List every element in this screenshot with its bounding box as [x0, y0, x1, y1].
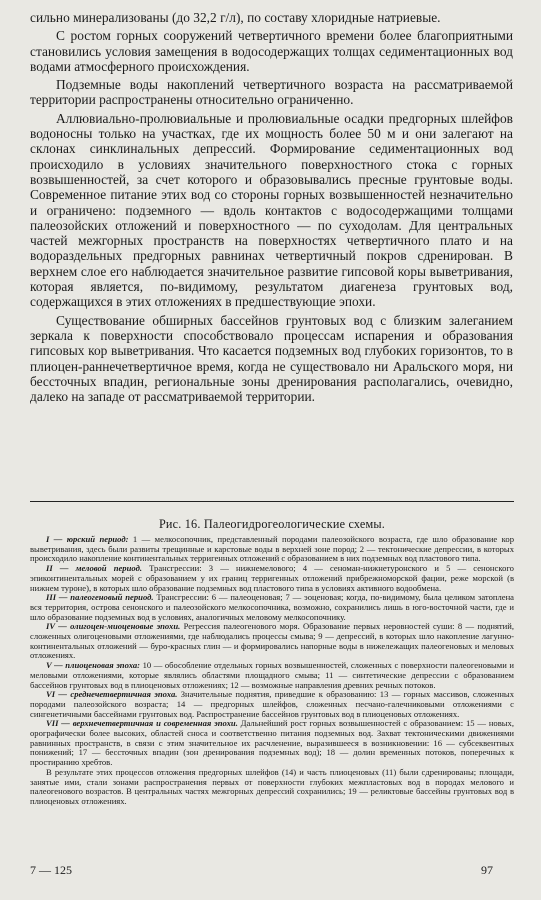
caption-item-3: [30, 593, 514, 622]
caption-item-7: [30, 719, 514, 768]
caption-item-6-text: Значительные поднятия, приведшие к образованию: 13 — горных массивов, сложенных породами палеозойского возраста; 14 — предгорных шлейфов, сложенных песчано-галечниковыми отложениями с сингенетичными бассейнами грунтовых вод. Распространение бассейнов грунтовых вод в плиоценовых отложениях.: [30, 689, 514, 719]
printer-sheet-mark: 7 — 125: [30, 863, 72, 877]
paragraph-5: Существование обширных бассейнов грунтовых вод с близким залеганием зеркала к поверхности способствовало процессам испарения и образования гипсовых кор выветривания. Что касается подземных вод глубоких горизонтов, то в плиоцен-раннечетвертичное время, когда не существовало ни Аральского моря, ни бессточных впадин, региональные зоны дренирования располагались, очевидно, далеко на западе от рассматриваемой территории.: [30, 312, 513, 405]
caption-item-5: [30, 661, 514, 690]
page-number: 97: [481, 863, 493, 877]
caption-item-2-head: II — меловой период.: [46, 563, 142, 574]
caption-item-6-head: VI — среднечетвертичная эпоха.: [46, 689, 178, 700]
paragraph-1: сильно минерализованы (до 32,2 г/л), по составу хлоридные натриевые.: [30, 10, 441, 25]
figure-caption: [30, 535, 514, 807]
caption-item-5-head: V — плиоценовая эпоха:: [46, 660, 141, 671]
figure-title: Рис. 16. Палеогидрогеологические схемы.: [158, 517, 386, 531]
caption-item-4-head: IV — олигоцен-миоценовые эпохи.: [46, 621, 181, 632]
caption-item-3-text: Трансгрессии: 6 — палеоценовая; 7 — эоценовая; когда, по-видимому, была целиком затоплена вся территория, острова сенонского и палеозойского мелкосопочника, возможно, сохранились лишь в юго-восточной части, где и шло образование подземных вод в условиях, аналогичных меловому мелкосопочнику.: [30, 592, 514, 622]
caption-item-7-text: Дальнейший рост горных возвышенностей с образованием: 15 — новых, орографически более высоких, областей сноса и соответственно питания подземных вод. Захват тектоническими движениями равнинных пространств, в связи с этим значительное их расчленение, выразившееся в возникновении: 16 — субсеквентных понижений; 17 — бессточных впадин (зон дренирования подземных вод); 18 — долин временных потоков, поперечных к простиранию хребтов.: [30, 718, 514, 768]
caption-item-1: [30, 535, 514, 564]
caption-item-6: [30, 690, 514, 719]
caption-item-1-head: I — юрский период:: [46, 534, 129, 544]
paragraph-2: С ростом горных сооружений четвертичного времени более благоприятными становились условия замещения в водосодержащих толщах седиментационных вод водами атмосферного происхождения.: [30, 28, 513, 74]
paragraph-3: Подземные воды накоплений четвертичного возраста на рассматриваемой территории распространены относительно ограниченно.: [30, 77, 513, 108]
caption-item-4-text: Регрессия палеогенового моря. Образование первых неровностей суши: 8 — поднятий, сложенных олигоценовыми отложениями, где наблюдались процессы смыва; 9 — депрессий, в которых шло накопление лагунно-континентальных отложений — буро-красных глин — и формировались напорные воды в нижележащих палеогеновых и меловых отложениях.: [30, 621, 514, 661]
caption-item-1-text: 1 — мелкосопочник, представленный породами палеозойского возраста, где шло образование кор выветривания, здесь были развиты трещинные и карстовые воды в верхней зоне пород; 2 — тектонические депрессии, в которых происходило накопление континентальных терригенных отложений с образованием в них подземных вод пластового типа.: [30, 534, 514, 564]
caption-item-8-text: В результате этих процессов отложения предгорных шлейфов (14) и часть плиоценовых (11) были сдренированы; площади, занятые ими, стали зонами распространения первых от поверхности глубоких межпластовых вод в породах мелового и палеогенового возрастов. В центральных частях межгорных депрессий сохранились; 19 — реликтовые бассейны грунтовых вод в плиоценовых отложениях.: [30, 766, 514, 806]
caption-item-2: [30, 564, 514, 593]
caption-item-5-text: 10 — обособление отдельных горных возвышенностей, сложенных с поверхности палеогеновыми и меловыми отложениями, которые являлись областями площадного смыва; 11 — синтетические депрессии с образованием бассейнов грунтовых вод в плиоценовых отложениях; 12 — возможные направления древних речных потоков.: [30, 660, 514, 690]
figure-divider: [30, 501, 514, 502]
main-text: [30, 10, 513, 407]
caption-item-8: [30, 768, 514, 807]
caption-item-3-head: III — палеогеновый период.: [46, 592, 154, 603]
caption-item-4: [30, 622, 514, 661]
caption-item-2-text: Трансгрессии: 3 — нижнемелового; 4 — сеноман-нижнетуронского и 5 — сенонского эпиконтинентальных морей с образованием у их границ терригенных отложений прибрежноморской фации, реже морской (в нижнем туроне), в которых шло образование подземных вод пластового типа в условиях активного водообмена.: [30, 563, 514, 593]
paragraph-4: Аллювиально-пролювиальные и пролювиальные осадки предгорных шлейфов водоносны только на участках, где их мощность более 50 м и они залегают на склонах синклинальных депрессий. Формирование седиментационных вод происходило в условиях значительного поверхностного стока с горных возвышенностей, за счет которого и образовывались пресные грунтовые воды. Современное питание этих вод со стороны горных возвышенностей незначительно и ограничено: подземного — вдоль контактов с водосодержащими толщами палеозойских отложений и поверхностного — по суходолам. Для центральных частей межгорных пространств на поверхностях четвертичного плато и на водораздельных предгорных равнинах четвертичный покров сдренирован. В верхнем слое его наблюдается значительное развитие гипсовой коры выветривания, которая является, по-видимому, результатом диагенеза грунтовых вод, содержащихся в этих отложениях в предшествующие эпохи.: [30, 110, 513, 310]
caption-item-7-head: VII — верхнечетвертичная и современная эпохи.: [46, 718, 238, 729]
